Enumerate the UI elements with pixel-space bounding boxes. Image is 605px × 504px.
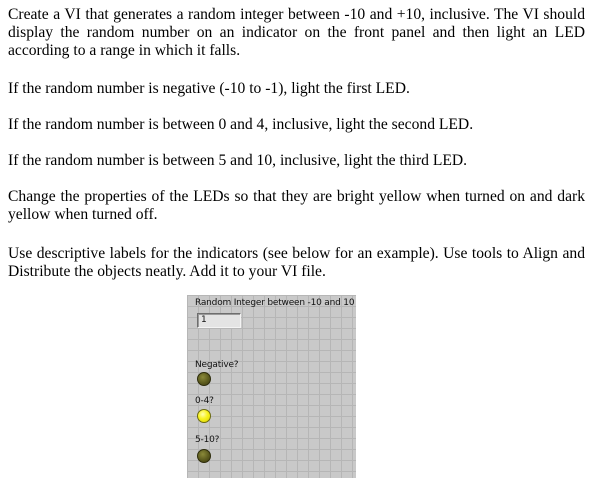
front-panel-example [187, 295, 356, 478]
zero-to-four-led-indicator[interactable] [197, 409, 211, 423]
labels-paragraph: Use descriptive labels for the indicators (see below for an example). Use tools to Align and Distribute the objects neatly. Add it to your VI file. [8, 245, 585, 280]
negative-led-indicator[interactable] [197, 372, 211, 386]
zero-to-four-led-label: 0-4? [195, 396, 214, 406]
negative-led-label: Negative? [195, 360, 239, 370]
intro-paragraph: Create a VI that generates a random integer between -10 and +10, inclusive. The VI should display the random number on an indicator on the front panel and then light an LED according to a range in which it falls. [8, 6, 585, 59]
five-to-ten-rule-paragraph: If the random number is between 5 and 10, inclusive, light the third LED. [8, 152, 468, 169]
zero-to-four-rule-paragraph: If the random number is between 0 and 4, inclusive, light the second LED. [8, 116, 474, 133]
led-properties-paragraph: Change the properties of the LEDs so that they are bright yellow when turned on and dark yellow when turned off. [8, 188, 585, 223]
random-integer-value: 1 [201, 315, 207, 325]
negative-rule-paragraph: If the random number is negative (-10 to -1), light the first LED. [8, 80, 410, 97]
random-integer-label: Random Integer between -10 and 10 [195, 298, 355, 308]
five-to-ten-led-label: 5-10? [195, 435, 220, 445]
five-to-ten-led-indicator[interactable] [197, 449, 211, 463]
random-integer-indicator[interactable] [197, 313, 241, 328]
